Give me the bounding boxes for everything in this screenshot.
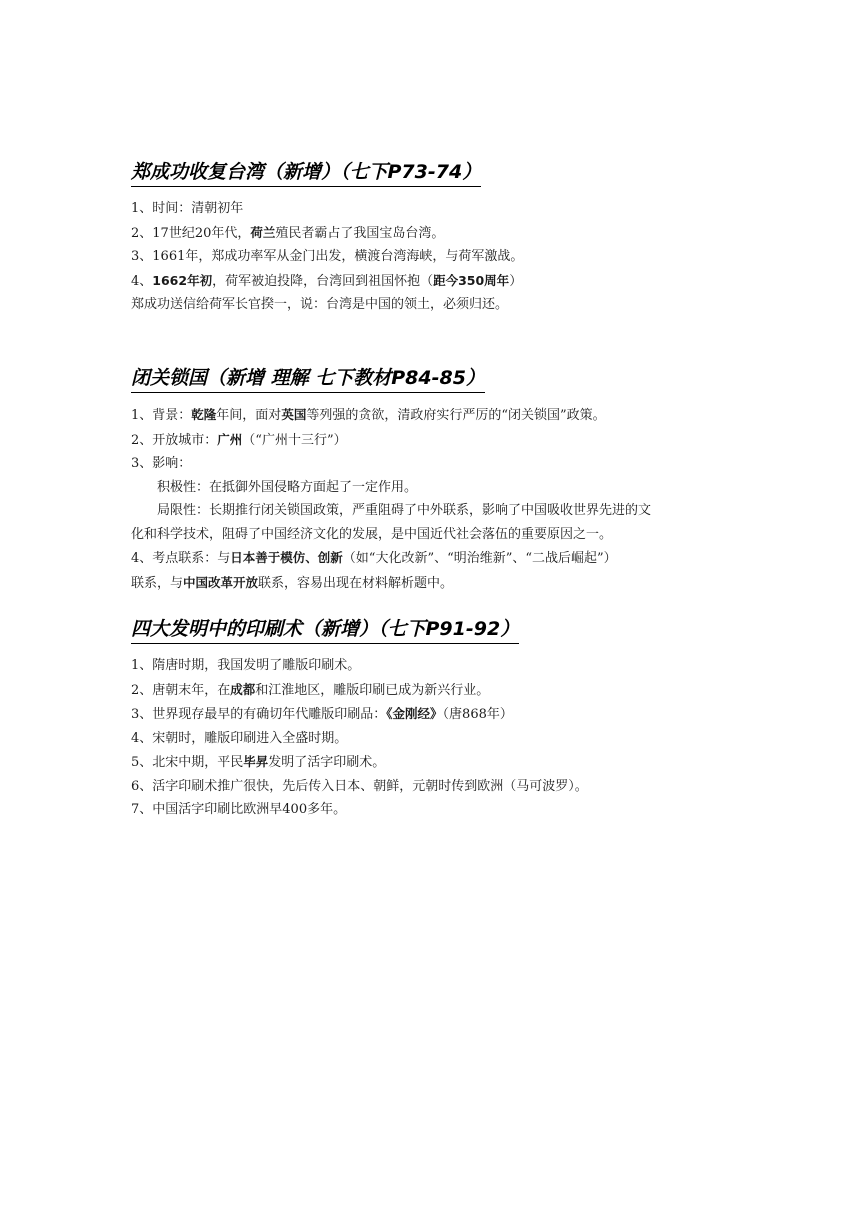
text-line	[131, 476, 751, 500]
section-body	[131, 654, 751, 822]
section-body	[131, 197, 751, 317]
text-line	[131, 245, 751, 269]
text-segment: 1、背景：	[131, 408, 192, 423]
text-segment: ）	[509, 273, 523, 289]
text-segment: 2、唐朝末年，在	[131, 682, 231, 698]
text-segment: 1、隋唐时期，我国发明了雕版印刷术。	[131, 658, 361, 673]
bold-keyword: 毕昇	[243, 754, 269, 769]
text-segment: 联系，与	[131, 575, 184, 591]
text-segment: 局限性：长期推行闭关锁国政策，严重阻碍了中外联系，影响了中国吸收世界先进的文	[157, 503, 652, 518]
text-line	[131, 499, 751, 523]
text-line	[131, 428, 751, 453]
text-line	[131, 269, 751, 294]
section-heading-text: 郑成功收复台湾（新增）（七下P73-74）	[131, 159, 481, 187]
text-segment: 4、	[131, 273, 153, 289]
text-segment: （“广州十三行”）	[242, 432, 347, 448]
text-line	[131, 678, 751, 703]
text-segment: 2、17世纪20年代，	[131, 225, 251, 241]
section-heading	[131, 159, 751, 187]
text-line	[131, 197, 751, 221]
text-segment: （唐868年）	[442, 707, 513, 722]
text-segment: 年间，面对	[216, 408, 282, 423]
bold-keyword: 1662年初	[152, 272, 213, 288]
text-line	[131, 775, 751, 799]
text-segment: 发明了活字印刷术。	[268, 755, 386, 770]
text-segment: 殖民者霸占了我国宝岛台湾。	[275, 225, 445, 241]
text-segment: （如“大化改新”、“明治维新”、“二战后崛起”）	[342, 551, 617, 566]
bold-keyword: 乾隆	[191, 407, 217, 422]
text-line	[131, 221, 751, 246]
text-segment: ，荷军被迫投降，台湾回到祖国怀抱（	[212, 273, 434, 289]
section-heading	[131, 616, 751, 644]
section-zheng-chenggong	[131, 159, 751, 317]
bold-keyword: 中国改革开放	[183, 574, 259, 590]
bold-keyword: 距今350周年	[433, 272, 510, 288]
text-line	[131, 571, 751, 596]
text-line	[131, 798, 751, 822]
bold-keyword: 荷兰	[250, 224, 276, 240]
text-segment: 积极性：在抵御外国侵略方面起了一定作用。	[157, 479, 418, 495]
bold-keyword: 英国	[281, 407, 307, 422]
text-segment: 1、时间：清朝初年	[131, 201, 244, 216]
text-segment: 3、影响：	[131, 456, 192, 471]
text-line	[131, 403, 751, 428]
text-segment: 郑成功送信给荷军长官揆一，说：台湾是中国的领土，必须归还。	[131, 297, 509, 312]
text-segment: 3、1661年，郑成功率军从金门出发，横渡台湾海峡，与荷军激战。	[131, 249, 524, 264]
text-line	[131, 727, 751, 751]
section-printing	[131, 616, 751, 822]
text-line	[131, 452, 751, 476]
text-segment: 和江淮地区，雕版印刷已成为新兴行业。	[255, 682, 490, 698]
text-line	[131, 654, 751, 678]
text-segment: 6、活字印刷术推广很快，先后传入日本、朝鲜，元朝时传到欧洲（马可波罗）。	[131, 778, 588, 794]
bold-keyword: 广州	[217, 431, 243, 447]
text-segment: 化和科学技术，阻碍了中国经济文化的发展，是中国近代社会落伍的重要原因之一。	[131, 526, 613, 542]
bold-keyword: 《金刚经》	[386, 706, 443, 721]
text-segment: 3、世界现存最早的有确切年代雕版印刷品：	[131, 707, 387, 722]
text-line	[131, 523, 751, 547]
text-segment: 等列强的贪欲，清政府实行严厉的“闭关锁国”政策。	[306, 408, 606, 423]
text-segment: 5、北宋中期，平民	[131, 755, 244, 770]
section-heading-text: 闭关锁国（新增 理解 七下教材P84-85）	[131, 365, 485, 393]
section-heading-text: 四大发明中的印刷术（新增）（七下P91-92）	[131, 616, 519, 644]
text-line	[131, 546, 751, 571]
text-segment: 4、考点联系：与	[131, 551, 231, 566]
text-line	[131, 702, 751, 727]
bold-keyword: 日本善于模仿、创新	[230, 550, 343, 565]
text-segment: 2、开放城市：	[131, 432, 218, 448]
text-segment: 7、中国活字印刷比欧洲早400多年。	[131, 802, 347, 817]
section-body	[131, 403, 751, 595]
text-line	[131, 750, 751, 775]
section-heading	[131, 365, 751, 393]
text-line	[131, 293, 751, 317]
bold-keyword: 成都	[230, 681, 256, 697]
text-segment: 4、宋朝时，雕版印刷进入全盛时期。	[131, 730, 348, 746]
text-segment: 联系，容易出现在材料解析题中。	[258, 575, 454, 591]
section-biguan-suoguo	[131, 365, 751, 595]
